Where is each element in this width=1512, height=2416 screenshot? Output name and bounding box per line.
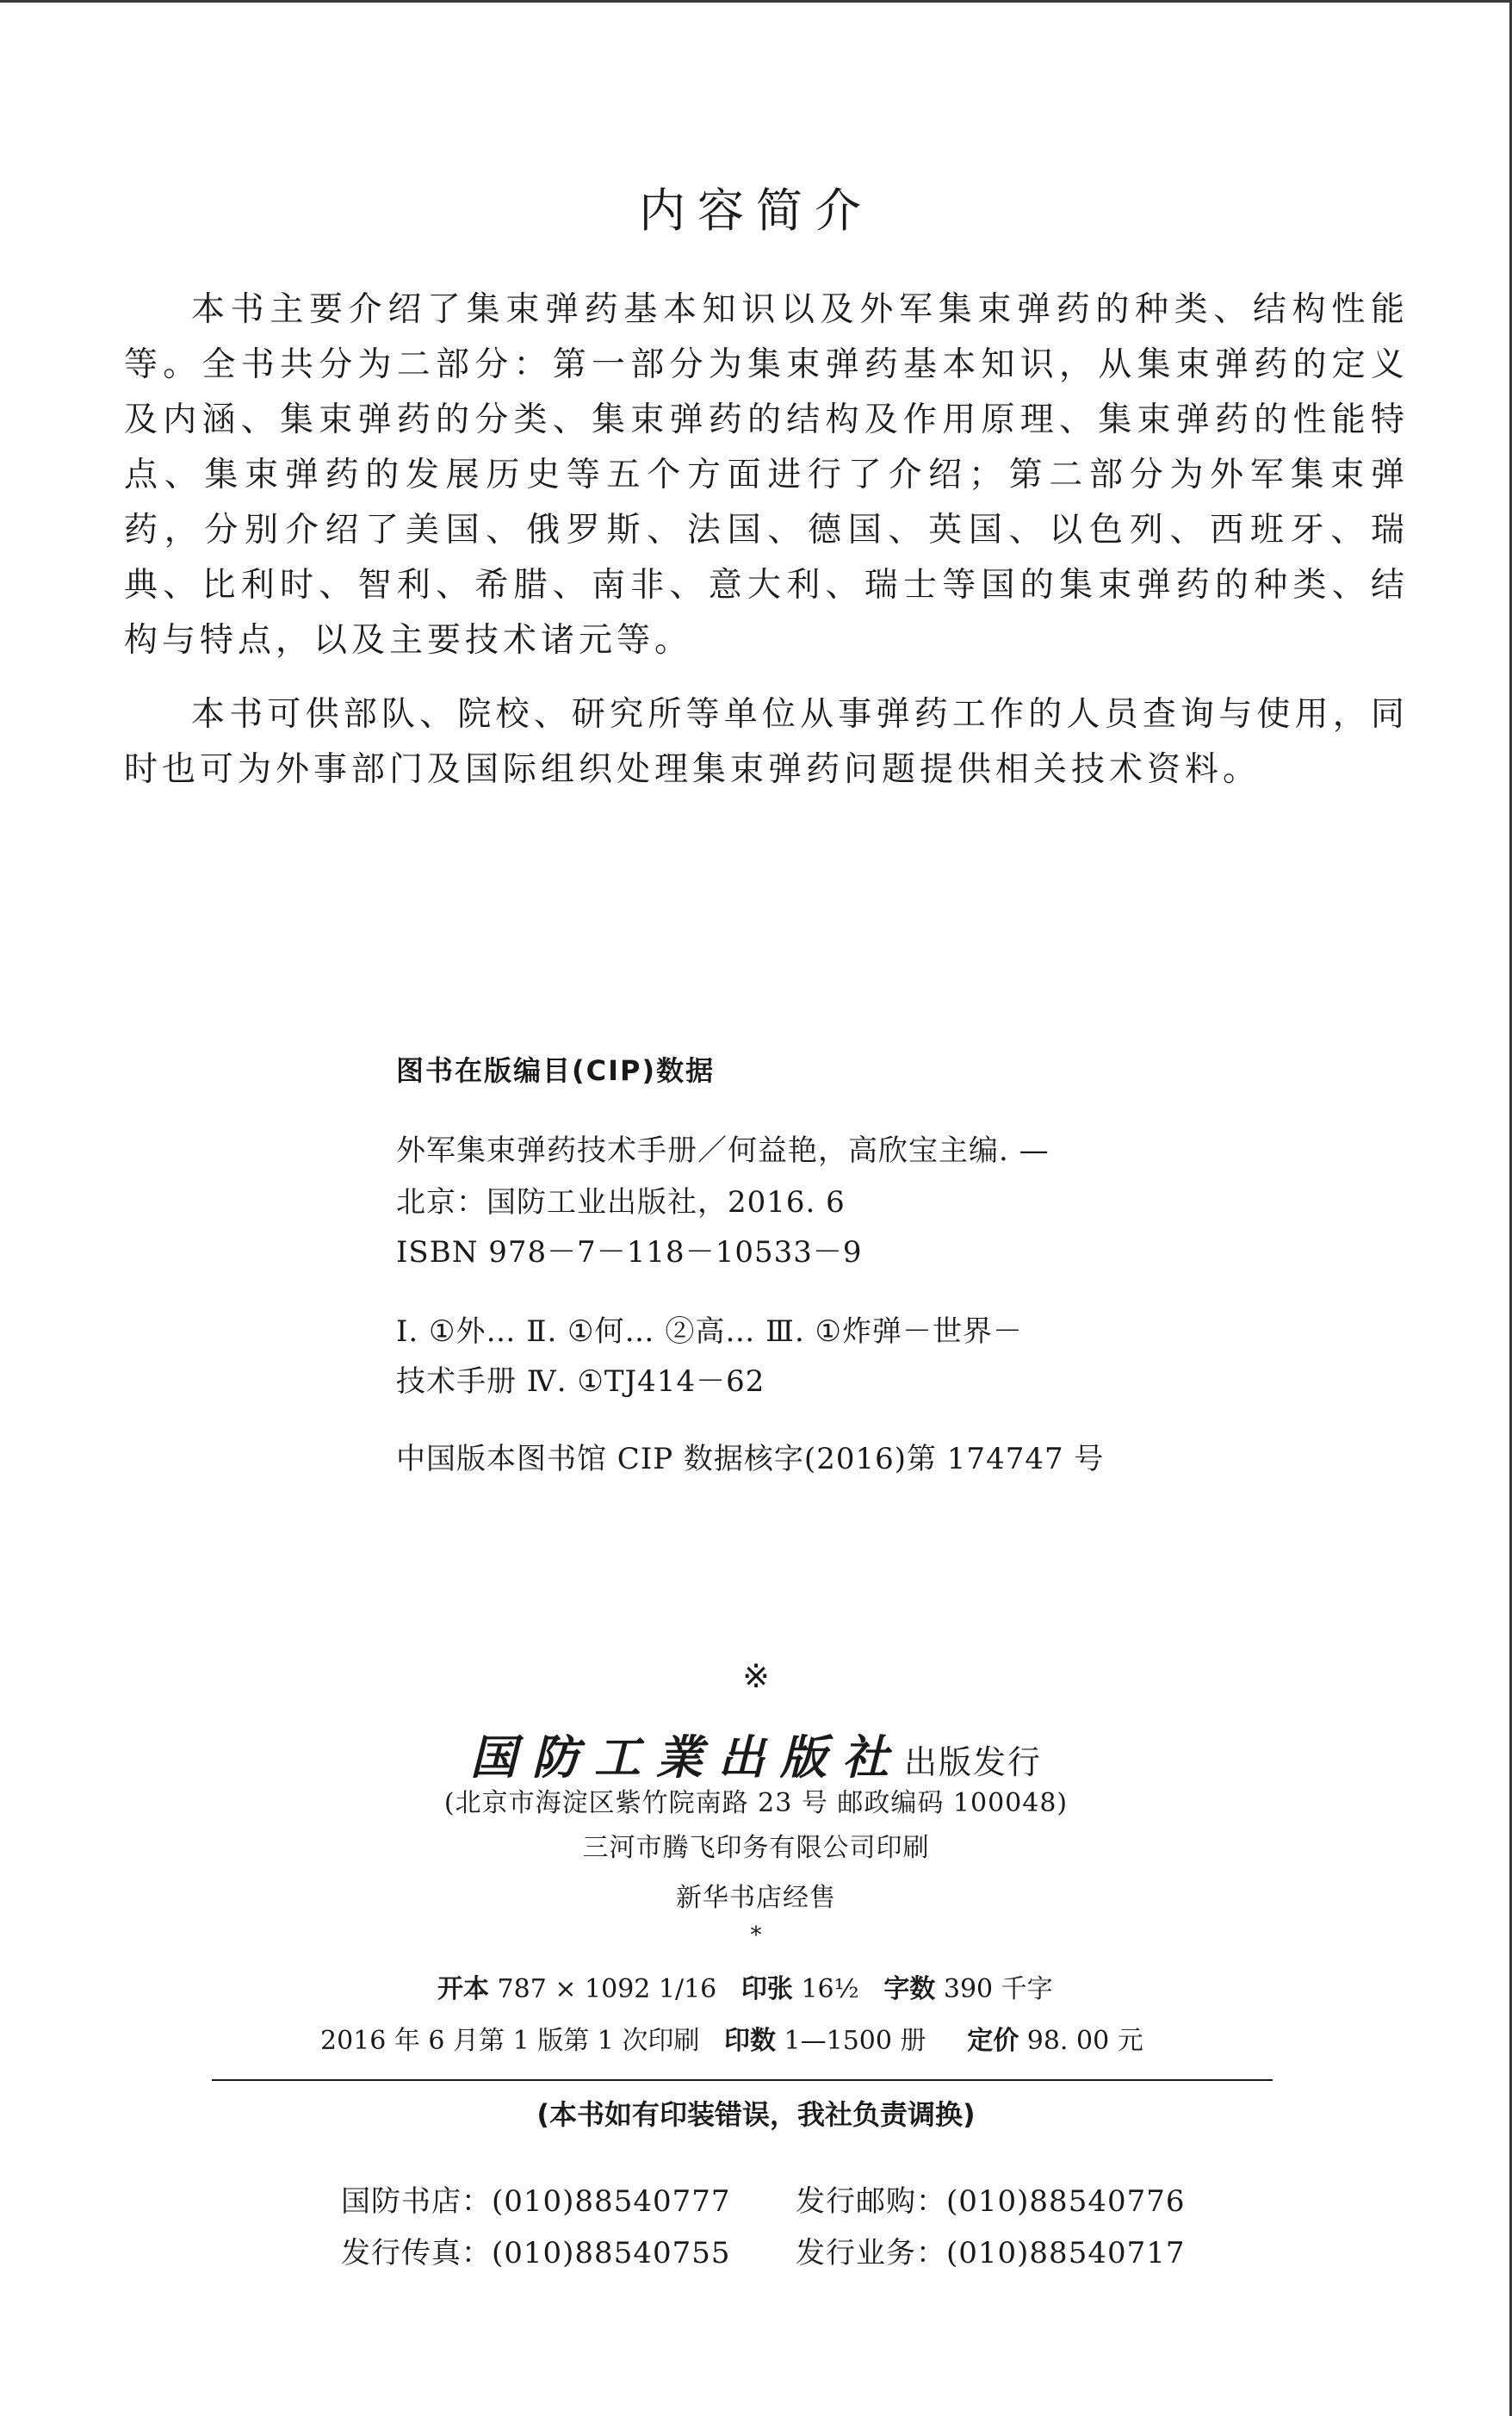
publisher-logo-text: 国防工業出版社 [469, 1730, 904, 1785]
replacement-notice: (本书如有印装错误，我社负责调换) [536, 2098, 976, 2131]
publisher-line [0, 1721, 1512, 1787]
publisher-address: (北京市海淀区紫竹院南路 23 号 邮政编码 100048) [443, 1788, 1069, 1818]
horizontal-rule [212, 2079, 1273, 2081]
spec-edition-line [320, 2019, 1143, 2057]
format-value: 787 × 1092 1/16 [497, 1974, 717, 2004]
format-label: 开本 [437, 1974, 489, 2004]
contact-business [796, 2229, 1185, 2271]
summary-paragraph-2: 本书可供部队、院校、研究所等单位从事弹药工作的人员查询与使用，同时也可为外事部门及国际组织处理集束弹药问题提供相关技术资料。 [124, 695, 1409, 789]
section-title: 内容简介 [639, 183, 873, 238]
sheets-label: 印张 [741, 1974, 793, 2004]
contact-phone: (010)88540755 [492, 2236, 731, 2270]
summary-paragraph-1: 本书主要介绍了集束弹药基本知识以及外军集束弹药的种类、结构性能等。全书共分为二部分：第一部分为集束弹药基本知识，从集束弹药的定义及内涵、集束弹药的分类、集束弹药的结构及作用原理、集束弹药的性能特点、集束弹药的发展历史等五个方面进行了介绍；第二部分为外军集束弹药，分别介绍了美国、俄罗斯、法国、德国、英国、以色列、西班牙、瑞典、比利时、智利、希腊、南非、意大利、瑞士等国的集束弹药的种类、结构与特点，以及主要技术诸元等。 [124, 290, 1409, 660]
price-value: 98. 00 元 [1026, 2026, 1143, 2056]
printer: 三河市腾飞印务有限公司印刷 [582, 1833, 930, 1863]
cip-record-number: 中国版本图书馆 CIP 数据核字(2016)第 174747 号 [396, 1442, 1105, 1476]
cip-heading: 图书在版编目(CIP)数据 [396, 1054, 716, 1087]
page-border-top [0, 0, 1512, 3]
edition: 2016 年 6 月第 1 版第 1 次印刷 [320, 2026, 700, 2056]
print-run-label: 印数 [723, 2026, 776, 2056]
contact-fax [341, 2229, 730, 2271]
contact-label: 发行传真： [341, 2236, 492, 2270]
print-run-value: 1—1500 册 [784, 2026, 926, 2056]
contact-label: 国防书店： [341, 2184, 492, 2219]
cip-publisher-line: 北京：国防工业出版社，2016. 6 [396, 1185, 846, 1220]
contact-phone: (010)88540717 [946, 2236, 1186, 2270]
publisher-suffix: 出版发行 [903, 1743, 1042, 1781]
contact-label: 发行业务： [796, 2236, 946, 2270]
cip-classification-2: 技术手册 Ⅳ. ①TJ414－62 [396, 1364, 765, 1399]
distributor: 新华书店经售 [676, 1883, 836, 1913]
words-label: 字数 [883, 1974, 936, 2004]
contact-mail-order [796, 2177, 1185, 2220]
spec-format-line [437, 1967, 1053, 2005]
cip-isbn: ISBN 978－7－118－10533－9 [396, 1235, 863, 1270]
cip-classification-1: Ⅰ. ①外… Ⅱ. ①何… ②高… Ⅲ. ①炸弹－世界－ [396, 1314, 1024, 1349]
contact-phone: (010)88540777 [492, 2184, 731, 2219]
words-value: 390 千字 [943, 1974, 1053, 2004]
price-label: 定价 [967, 2026, 1019, 2056]
separator-star: * [750, 1922, 762, 1948]
summary-text [124, 283, 1409, 798]
contact-bookstore [341, 2177, 730, 2220]
reference-mark: ※ [742, 1657, 770, 1695]
contact-label: 发行邮购： [796, 2184, 946, 2219]
sheets-value: 16½ [801, 1974, 859, 2004]
contact-phone: (010)88540776 [946, 2184, 1186, 2219]
cip-title-line: 外军集束弹药技术手册／何益艳，高欣宝主编. — [396, 1133, 1050, 1168]
